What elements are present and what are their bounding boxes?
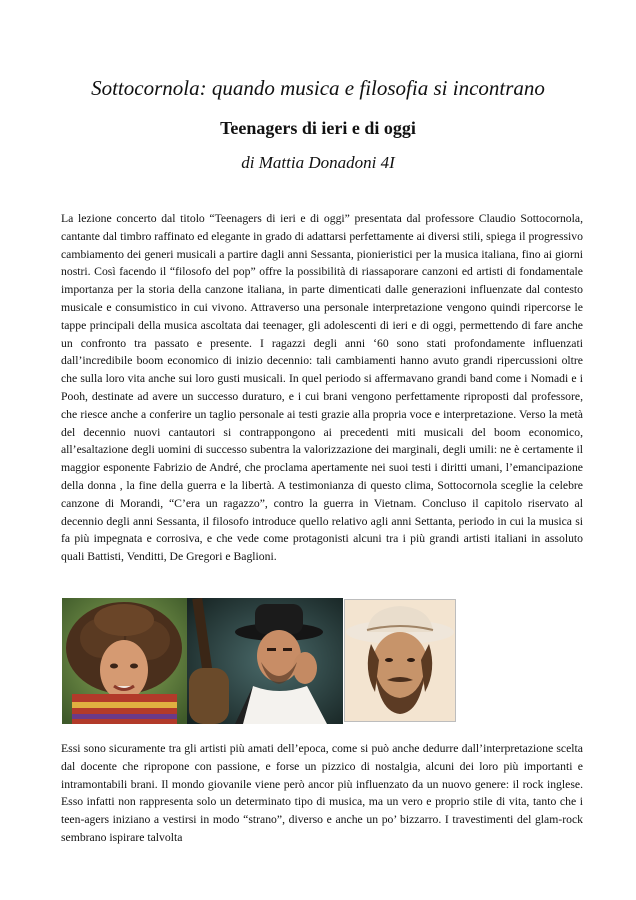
article-subtitle: Teenagers di ieri e di oggi [220,118,416,138]
photo-strip [62,598,454,724]
body-paragraph-1: La lezione concerto dal titolo “Teenagers di ieri e di oggi” presentata dal professore Claudio Sottocornola, cantante dal timbro raffinato ed elegante in grado di adattarsi perfettamente ai diversi stili, spiega il progressivo cambiamento dei generi musicali a partire dagli anni Sessanta, pionieristici per la musica italiana, fino ai giorni nostri. Così facendo il “filosofo del pop” offre la possibilità di riassaporare canzoni ed artisti di fondamentale importanza per la storia della canzone italiana, in parte dimenticati dalle generazioni influenzate dal contesto musicale e consumistico in cui vivono. Attraverso una personale interpretazione vengono quindi ripercorse le tappe principali della musica ascoltata dai teenager, gli adolescenti di ieri e di oggi, permettendo di fare anche un confronto tra passato e presente. I ragazzi degli anni ‘60 sono stati profondamente influenzati dall’incredibile boom economico di inizio decennio: tali cambiamenti hanno avuto grandi ripercussioni oltre che sulla loro vita anche sui loro gusti musicali. In quel periodo si affermavano grandi band come i Nomadi e i Pooh, destinate ad avere un successo duraturo, e i cui brani vengono perfettamente riproposti dal professore, che riesce anche a conferire un taglio personale ai testi grazie alla propria voce e interpretazione. Verso la metà del decennio nuovi cantautori si contrappongono ai precedenti miti musicali del boom economico, all’esaltazione degli uomini di successo subentra la valorizzazione dei marginali, degli umili: ne è certamente il maggior esponente Fabrizio de André, che proclama apertamente nei suoi testi i diritti umani, l’emancipazione della donna , la fine della guerra e la libertà. A testimonianza di questo clima, Sottocornola sceglie la celebre canzone di Morandi, “C’era un ragazzo”, contro la guerra in Vietnam. Concluso il capitolo riservato al decennio degli anni Sessanta, il filosofo introduce quello relativo agli anni Settanta, periodo in cui la musica si fa più impegnata e corrosiva, e che vede come protagonisti alcuni tra i più grandi artisti italiani in assoluto quali Battisti, Venditti, De Gregori e Baglioni. [61,212,583,564]
portrait-guitar-hat-photo [187,598,343,724]
portrait-sepia-hat-photo [344,599,456,722]
article-author: di Mattia Donadoni 4I [241,153,395,172]
portrait-curly-hair-photo [62,598,187,724]
body-paragraph-2: Essi sono sicuramente tra gli artisti più amati dell’epoca, come si può anche dedurre dall’interpretazione scelta dal docente che ripropone con passione, e forse un pizzico di nostalgia, alcuni dei loro più importanti e intramontabili brani. Il mondo giovanile viene però ancor più influenzato da un nuovo genere: il rock inglese. Esso infatti non rappresenta solo un determinato tipo di musica, ma un vero e proprio stile di vita, tanto che i teen-agers iniziano a vestirsi in modo “strano”, diverso e anche un po’ bizzarro. I travestimenti del glam-rock sembrano ispirare talvolta [61,742,583,844]
article-title: Sottocornola: quando musica e filosofia si incontrano [91,76,545,100]
